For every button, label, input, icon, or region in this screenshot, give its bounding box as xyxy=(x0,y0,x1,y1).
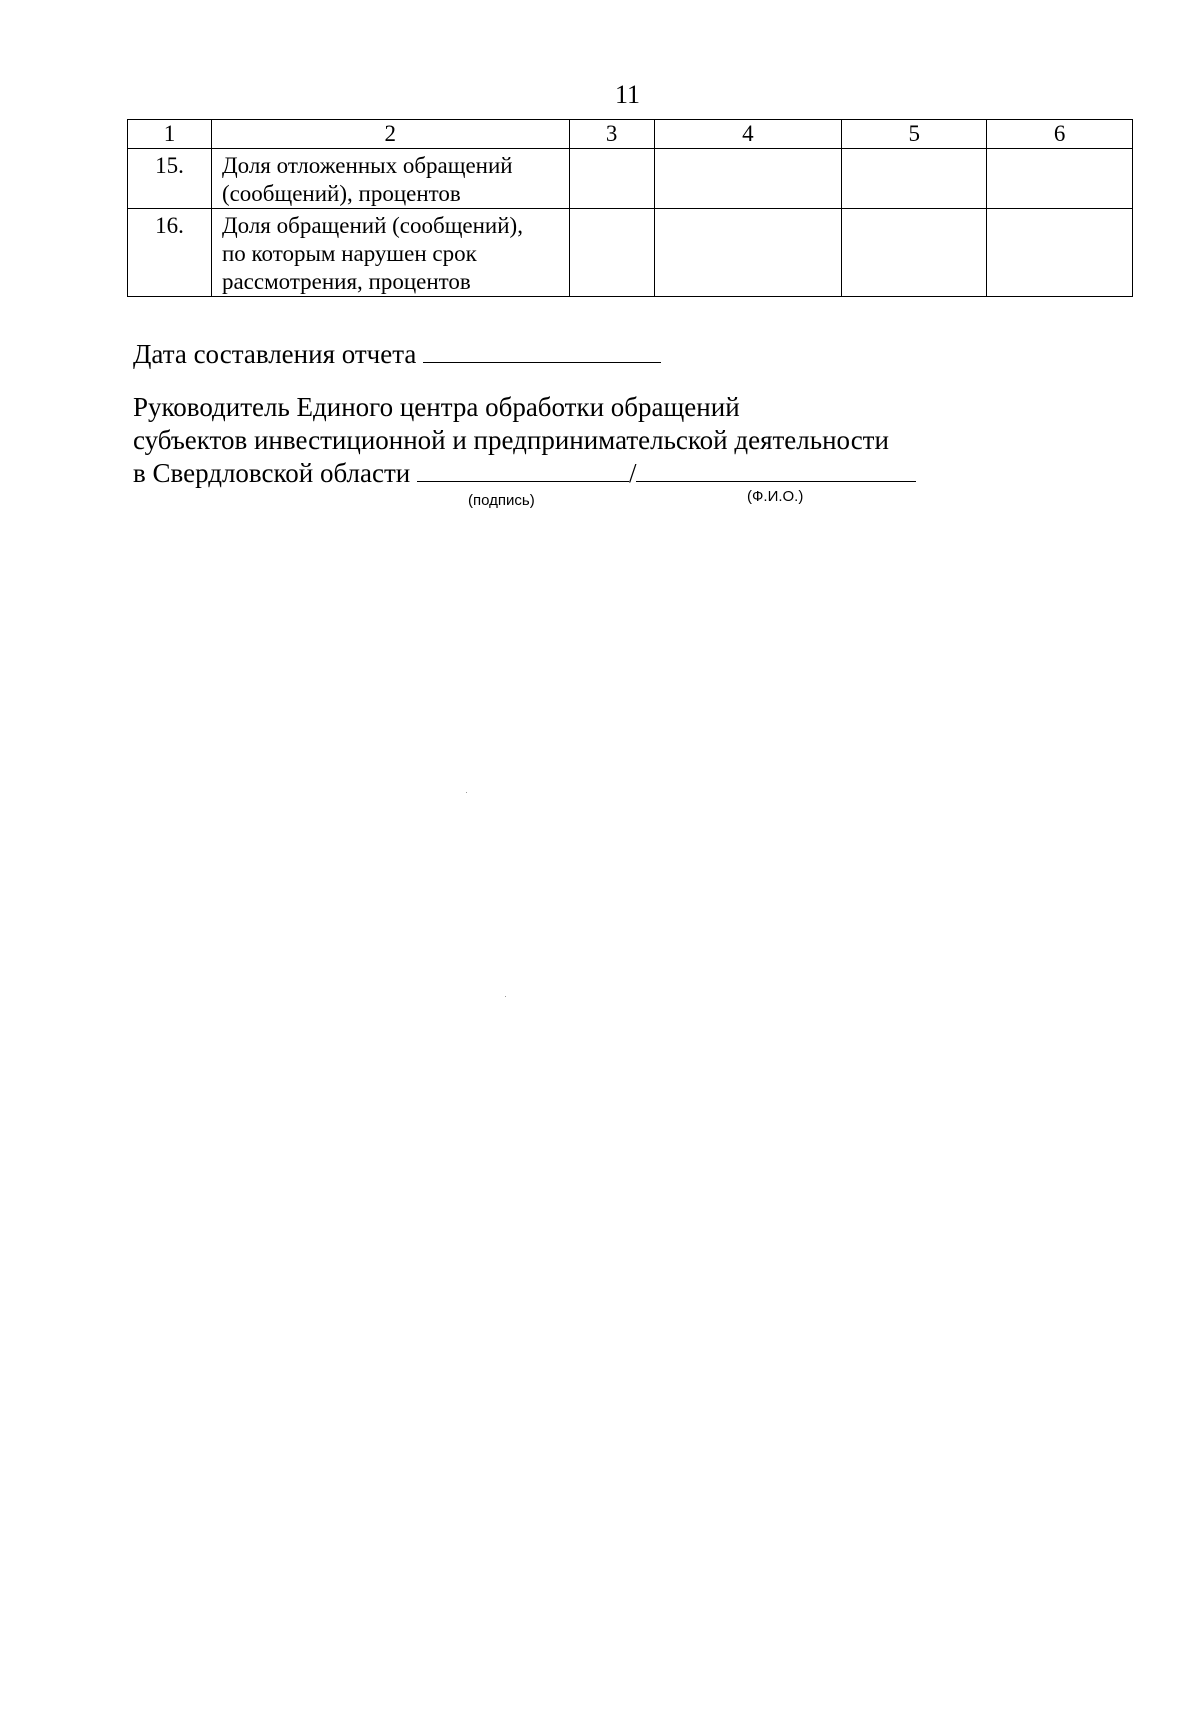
region-label: в Свердловской области xyxy=(133,458,411,488)
page-number: 11 xyxy=(614,80,641,109)
header-cell-5: 5 xyxy=(842,120,987,149)
name-caption: (Ф.И.О.) xyxy=(747,488,804,505)
table-row xyxy=(128,149,1133,209)
empty-cell xyxy=(654,209,842,297)
row-description-line: по которым нарушен срок xyxy=(221,241,477,266)
table-header-row xyxy=(128,120,1133,149)
head-title-line-1: Руководитель Единого центра обработки обращений xyxy=(133,392,740,422)
empty-cell xyxy=(842,209,987,297)
head-title-line-2: субъектов инвестиционной и предпринимательской деятельности xyxy=(133,425,889,455)
name-blank xyxy=(636,459,916,482)
empty-cell xyxy=(569,149,654,209)
row-description xyxy=(211,209,569,297)
row-description-line: Доля отложенных обращений xyxy=(221,153,513,178)
empty-cell xyxy=(842,149,987,209)
header-cell-3: 3 xyxy=(569,120,654,149)
report-table xyxy=(127,119,1133,297)
empty-cell xyxy=(987,149,1133,209)
row-description xyxy=(211,149,569,209)
scan-speck xyxy=(466,792,467,793)
signature-blank xyxy=(417,459,629,482)
header-cell-1: 1 xyxy=(128,120,212,149)
row-description-line: Доля обращений (сообщений), xyxy=(221,213,523,238)
header-cell-2: 2 xyxy=(211,120,569,149)
row-description-line: рассмотрения, процентов xyxy=(221,269,471,294)
report-date-blank xyxy=(423,340,661,363)
row-description-line: (сообщений), процентов xyxy=(221,181,461,206)
scan-speck xyxy=(505,996,506,997)
signature-separator: / xyxy=(628,458,637,488)
empty-cell xyxy=(987,209,1133,297)
empty-cell xyxy=(569,209,654,297)
empty-cell xyxy=(654,149,842,209)
header-cell-4: 4 xyxy=(654,120,842,149)
row-number: 16. xyxy=(128,209,212,297)
row-number: 15. xyxy=(128,149,212,209)
header-cell-6: 6 xyxy=(987,120,1133,149)
table-row xyxy=(128,209,1133,297)
signature-caption: (подпись) xyxy=(468,492,535,509)
report-date-line xyxy=(133,337,661,371)
head-title-line-3 xyxy=(133,456,916,490)
report-date-label: Дата составления отчета xyxy=(133,339,417,369)
